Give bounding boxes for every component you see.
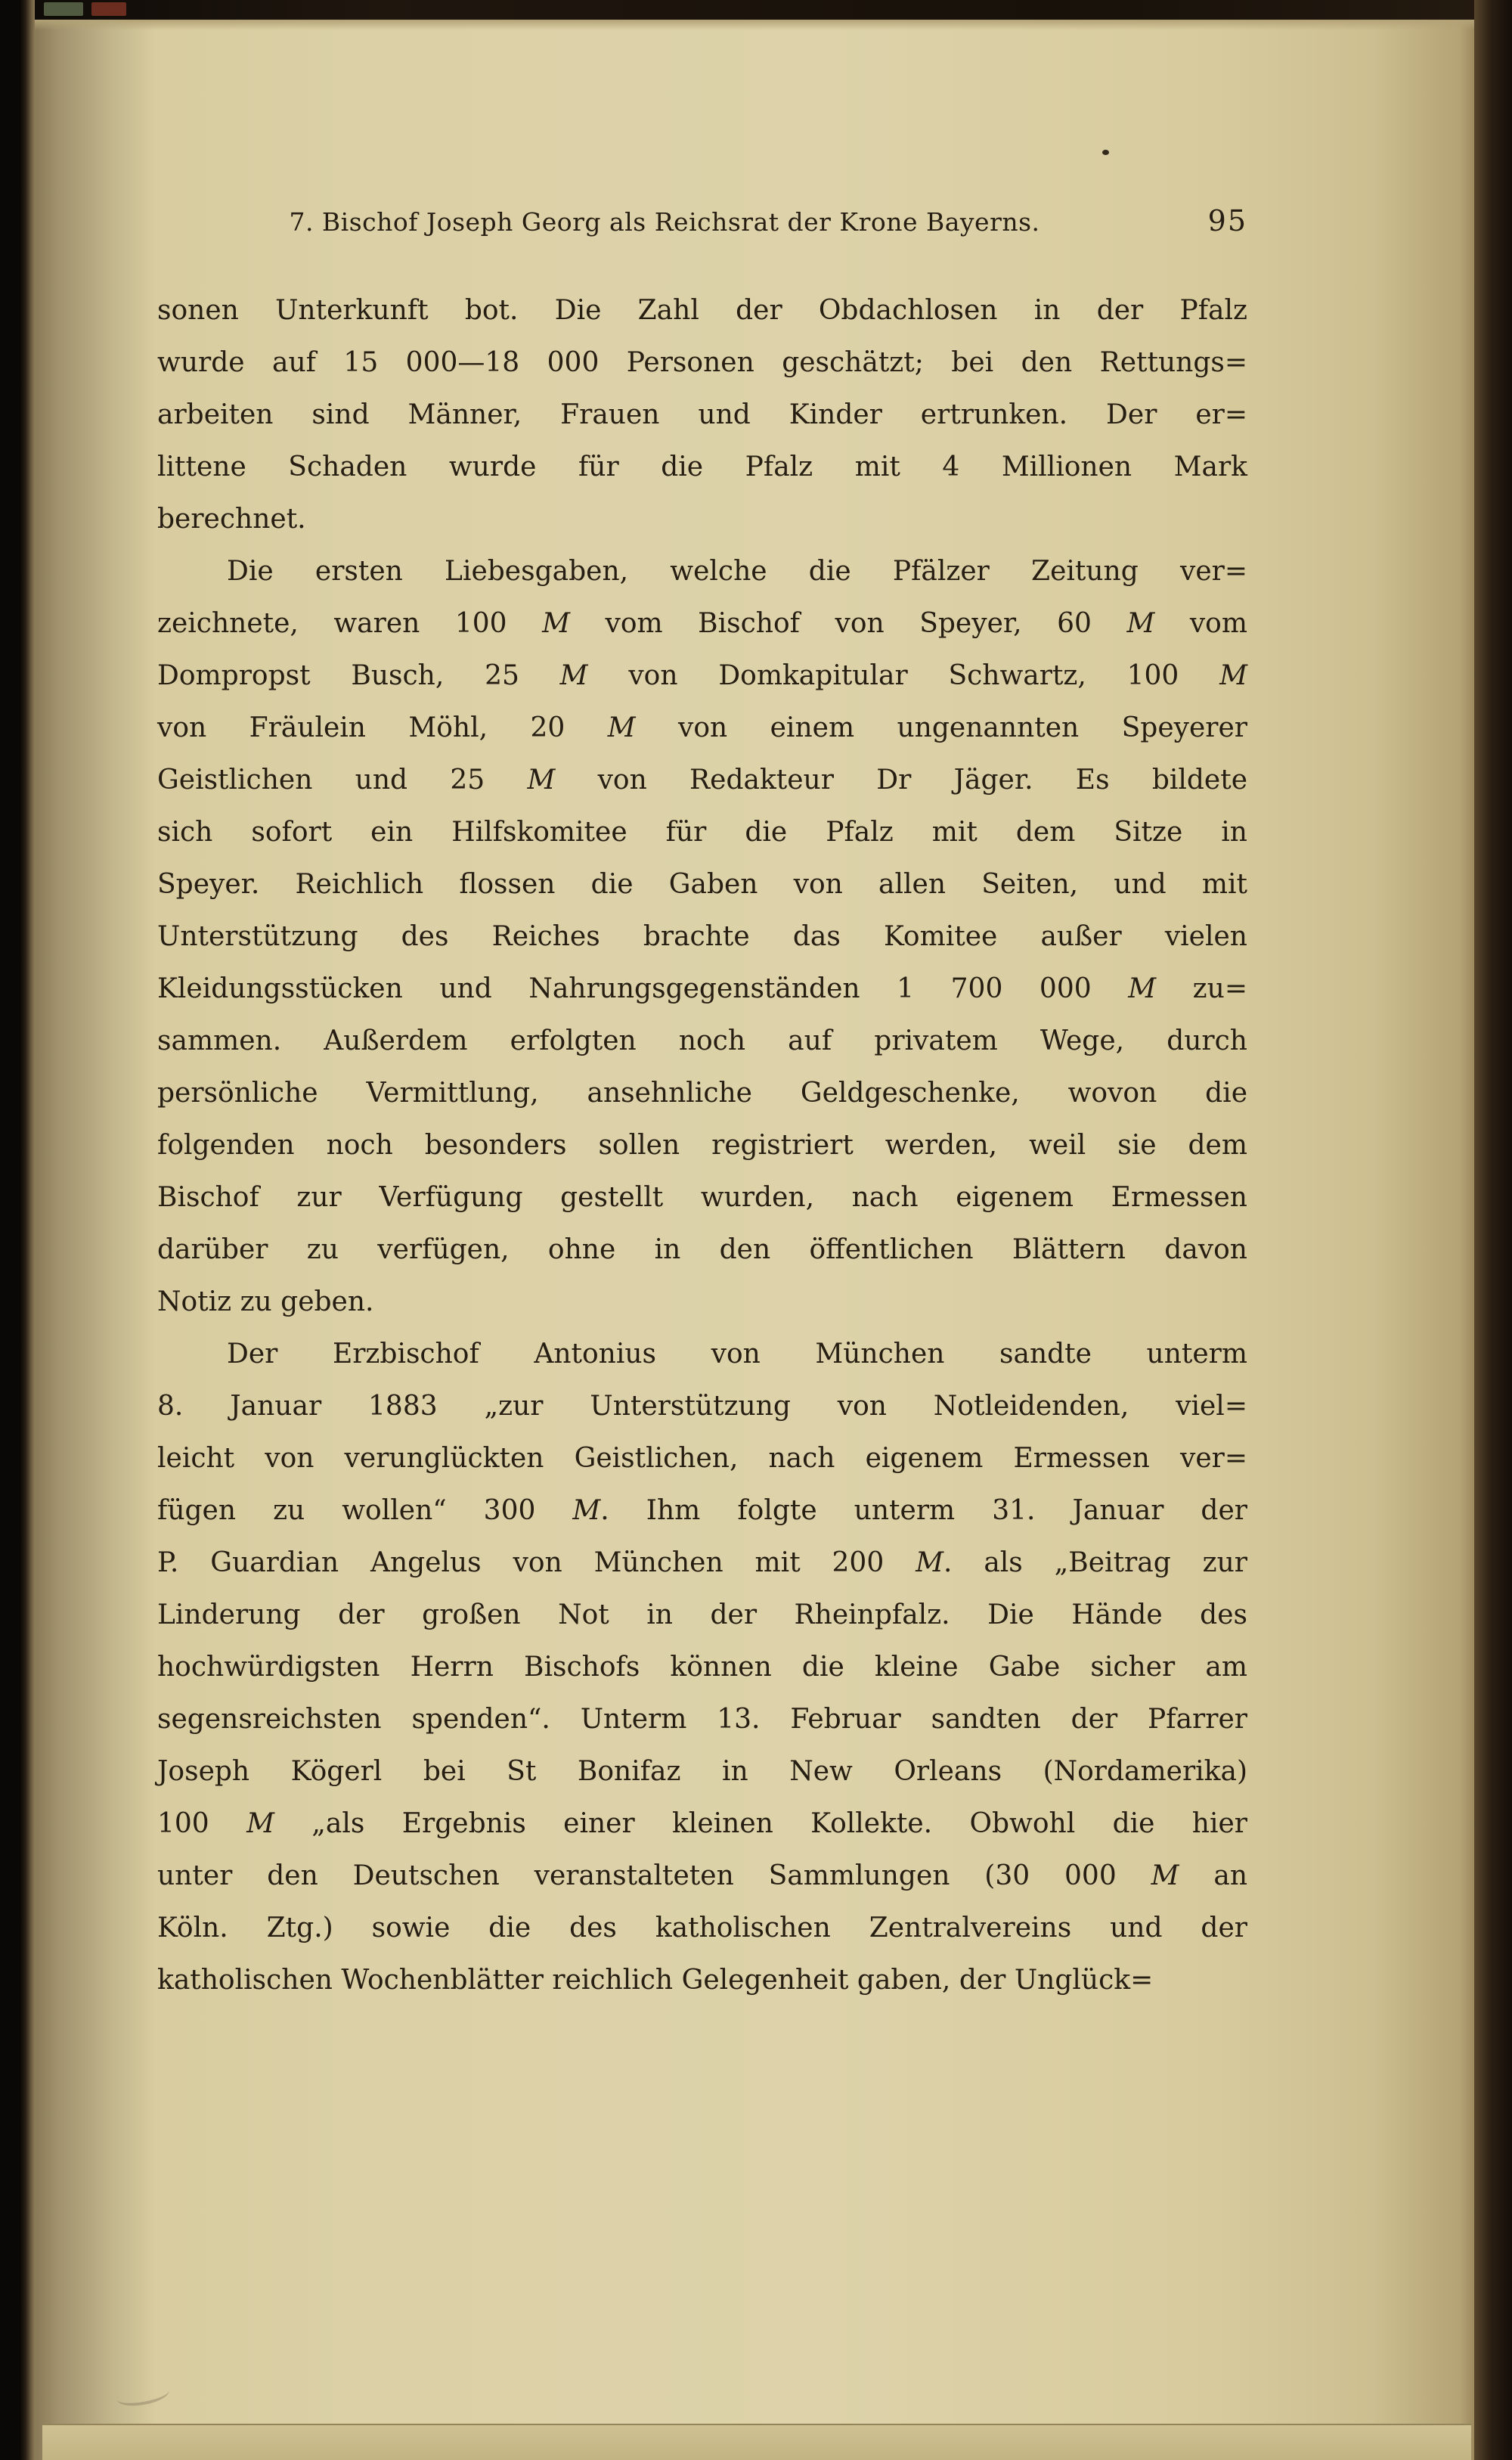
mark-currency-symbol: M <box>607 712 636 743</box>
text-line: arbeiten sind Männer, Frauen und Kinder ertrunken. Der er= <box>157 399 1247 430</box>
mark-currency-symbol: M <box>572 1495 601 1526</box>
paper-speck <box>1102 150 1109 155</box>
text-line: folgenden noch besonders sollen registriert werden, weil sie dem <box>157 1130 1247 1161</box>
paragraph <box>157 284 1247 545</box>
mark-currency-symbol: M <box>916 1547 943 1578</box>
running-header-title: 7. Bischof Joseph Georg als Reichsrat der Krone Bayerns. <box>289 207 1040 237</box>
text-line: wurde auf 15 000—18 000 Personen geschätzt; bei den Rettungs= <box>157 347 1247 378</box>
binding-tab-green <box>44 2 83 16</box>
text-line: 100 M „als Ergebnis einer kleinen Kollekte. Obwohl die hier <box>157 1808 1247 1839</box>
text-line: Geistlichen und 25 M von Redakteur Dr Jäger. Es bildete <box>157 765 1248 796</box>
book-top-edge <box>0 0 1512 20</box>
book-spine <box>0 0 35 2460</box>
mark-currency-symbol: M <box>559 660 588 691</box>
running-header-row <box>157 204 1247 237</box>
paragraph <box>157 1328 1247 2006</box>
mark-currency-symbol: M <box>246 1808 274 1839</box>
mark-currency-symbol: M <box>1219 660 1247 691</box>
text-line: segensreichsten spenden“. Unterm 13. Februar sandten der Pfarrer <box>157 1704 1247 1735</box>
mark-currency-symbol: M <box>1128 973 1157 1004</box>
text-line: berechnet. <box>157 504 306 535</box>
text-line: Unterstützung des Reiches brachte das Komitee außer vielen <box>157 921 1247 952</box>
text-line: von Fräulein Möhl, 20 M von einem ungenannten Speyerer <box>157 712 1247 743</box>
page-bottom-edge <box>42 2424 1471 2460</box>
text-line: sonen Unterkunft bot. Die Zahl der Obdachlosen in der Pfalz <box>157 295 1247 326</box>
page-block-right-edge <box>1474 0 1512 2460</box>
text-line: Dompropst Busch, 25 M von Domkapitular Schwartz, 100 M <box>157 660 1247 691</box>
printed-content <box>157 204 1247 2006</box>
text-line: Der Erzbischof Antonius von München sandte unterm <box>227 1339 1247 1370</box>
text-line: Bischof zur Verfügung gestellt wurden, nach eigenem Ermessen <box>157 1182 1247 1213</box>
binding-tab-red <box>91 2 126 16</box>
text-line: Köln. Ztg.) sowie die des katholischen Zentralvereins und der <box>157 1912 1247 1943</box>
text-line: Notiz zu geben. <box>157 1286 374 1317</box>
text-line: Kleidungsstücken und Nahrungsgegenständen 1 700 000 M zu= <box>157 973 1248 1004</box>
mark-currency-symbol: M <box>527 765 556 796</box>
text-line: unter den Deutschen veranstalteten Sammlungen (30 000 M an <box>157 1860 1247 1891</box>
text-line: Joseph Kögerl bei St Bonifaz in New Orleans (Nordamerika) <box>157 1756 1247 1787</box>
text-line: fügen zu wollen“ 300 M. Ihm folgte unterm 31. Januar der <box>157 1495 1247 1526</box>
text-line: 8. Januar 1883 „zur Unterstützung von Notleidenden, viel= <box>157 1391 1247 1422</box>
paper-page <box>35 20 1474 2460</box>
text-line: P. Guardian Angelus von München mit 200 M. als „Beitrag zur <box>157 1547 1247 1578</box>
mark-currency-symbol: M <box>1151 1860 1179 1891</box>
text-line: hochwürdigsten Herrn Bischofs können die kleine Gabe sicher am <box>157 1652 1247 1683</box>
text-line: sammen. Außerdem erfolgten noch auf privatem Wege, durch <box>157 1025 1247 1056</box>
text-line: littene Schaden wurde für die Pfalz mit 4 Millionen Mark <box>157 451 1247 482</box>
paragraph <box>157 545 1247 1328</box>
text-body <box>157 284 1247 2006</box>
text-line: Die ersten Liebesgaben, welche die Pfälzer Zeitung ver= <box>227 556 1247 587</box>
mark-currency-symbol: M <box>542 608 570 639</box>
page-number: 95 <box>1207 204 1247 237</box>
text-line: Speyer. Reichlich flossen die Gaben von allen Seiten, und mit <box>157 869 1247 900</box>
mark-currency-symbol: M <box>1126 608 1155 639</box>
text-line: katholischen Wochenblätter reichlich Gelegenheit gaben, der Unglück= <box>157 1965 1154 1996</box>
text-line: darüber zu verfügen, ohne in den öffentlichen Blättern davon <box>157 1234 1247 1265</box>
text-line: zeichnete, waren 100 M vom Bischof von Speyer, 60 M vom <box>157 608 1247 639</box>
text-line: leicht von verunglückten Geistlichen, nach eigenem Ermessen ver= <box>157 1443 1247 1474</box>
text-line: sich sofort ein Hilfskomitee für die Pfalz mit dem Sitze in <box>157 817 1247 848</box>
text-line: persönliche Vermittlung, ansehnliche Geldgeschenke, wovon die <box>157 1078 1247 1109</box>
pencil-mark <box>115 2381 170 2409</box>
text-line: Linderung der großen Not in der Rheinpfalz. Die Hände des <box>157 1599 1247 1630</box>
